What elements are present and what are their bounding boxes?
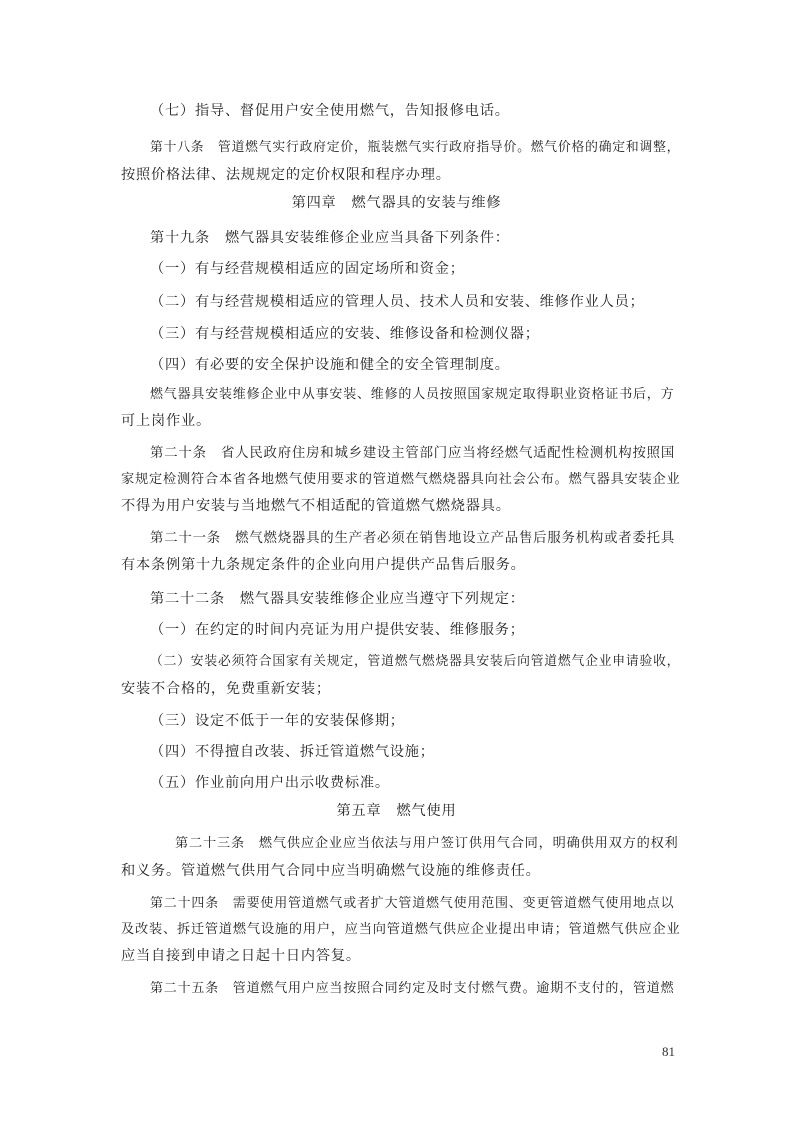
article-22-item-2-line-2: 安装不合格的，免费重新安装； [121,681,331,697]
article-19-line-1: 第十九条 燃气器具安装维修企业应当具备下列条件： [150,230,510,246]
article-18-line-2: 按照价格法律、法规规定的定价权限和程序办理。 [121,167,451,183]
article-21-line-2: 有本条例第十九条规定条件的企业向用户提供产品售后服务。 [121,557,526,573]
article-23-line-1: 第二十三条 燃气供应企业应当依法与用户签订供用气合同，明确供用双方的权利 [175,836,679,851]
article-22-item-4: （四）不得擅自改装、拆迁管道燃气设施； [150,744,435,760]
article-19-item-2: （二）有与经营规模相适应的管理人员、技术人员和安装、维修作业人员； [150,294,645,310]
article-23-line-2: 和义务。管道燃气供用气合同中应当明确燃气设施的维修责任。 [121,863,541,879]
article-22-item-3: （三）设定不低于一年的安装保修期； [150,713,405,729]
article-19-item-1: （一）有与经营规模相适应的固定场所和资金； [150,261,465,277]
personnel-paragraph-line-1: 燃气器具安装维修企业中从事安装、维修的人员按照国家规定取得职业资格证书后，方 [150,387,675,402]
paragraph-item-7: （七）指导、督促用户安全使用燃气，告知报修电话。 [150,103,510,119]
article-24-line-3: 应当自接到申请之日起十日内答复。 [121,948,361,964]
page-number: 81 [662,1044,675,1059]
chapter-4-heading: 第四章 燃气器具的安装与维修 [291,195,502,211]
article-24-line-1: 第二十四条 需要使用管道燃气或者扩大管道燃气使用范围、变更管道燃气使用地点以 [150,896,675,911]
article-21-line-1: 第二十一条 燃气燃烧器具的生产者必须在销售地设立产品售后服务机构或者委托具 [150,531,676,546]
personnel-paragraph-line-2: 可上岗作业。 [121,413,211,429]
chapter-5-heading: 第五章 燃气使用 [336,803,457,819]
article-18-line-1: 第十八条 管道燃气实行政府定价，瓶装燃气实行政府指导价。燃气价格的确定和调整， [150,140,681,155]
article-24-line-2: 及改装、拆迁管道燃气设施的用户，应当向管道燃气供应企业提出申请；管道燃气供应企业 [121,922,681,937]
article-20-line-2: 家规定检测符合本省各地燃气使用要求的管道燃气燃烧器具向社会公布。燃气器具安装企业 [121,472,681,487]
article-19-item-4: （四）有必要的安全保护设施和健全的安全管理制度。 [150,357,510,373]
article-25-line-1: 第二十五条 管道燃气用户应当按照合同约定及时支付燃气费。逾期不支付的，管道燃 [150,981,675,996]
article-20-line-3: 不得为用户安装与当地燃气不相适配的管道燃气燃烧器具。 [121,498,511,514]
article-19-item-3: （三）有与经营规模相适应的安装、维修设备和检测仪器； [150,326,540,342]
article-22-item-5: （五）作业前向用户出示收费标准。 [150,775,390,791]
article-20-line-1: 第二十条 省人民政府住房和城乡建设主管部门应当将经燃气适配性检测机构按照国 [150,446,676,461]
article-22-item-2-line-1: （二）安装必须符合国家有关规定，管道燃气燃烧器具安装后向管道燃气企业申请验收， [150,654,681,669]
article-22-line-1: 第二十二条 燃气器具安装维修企业应当遵守下列规定： [150,591,525,607]
article-22-item-1: （一）在约定的时间内亮证为用户提供安装、维修服务； [150,622,525,638]
